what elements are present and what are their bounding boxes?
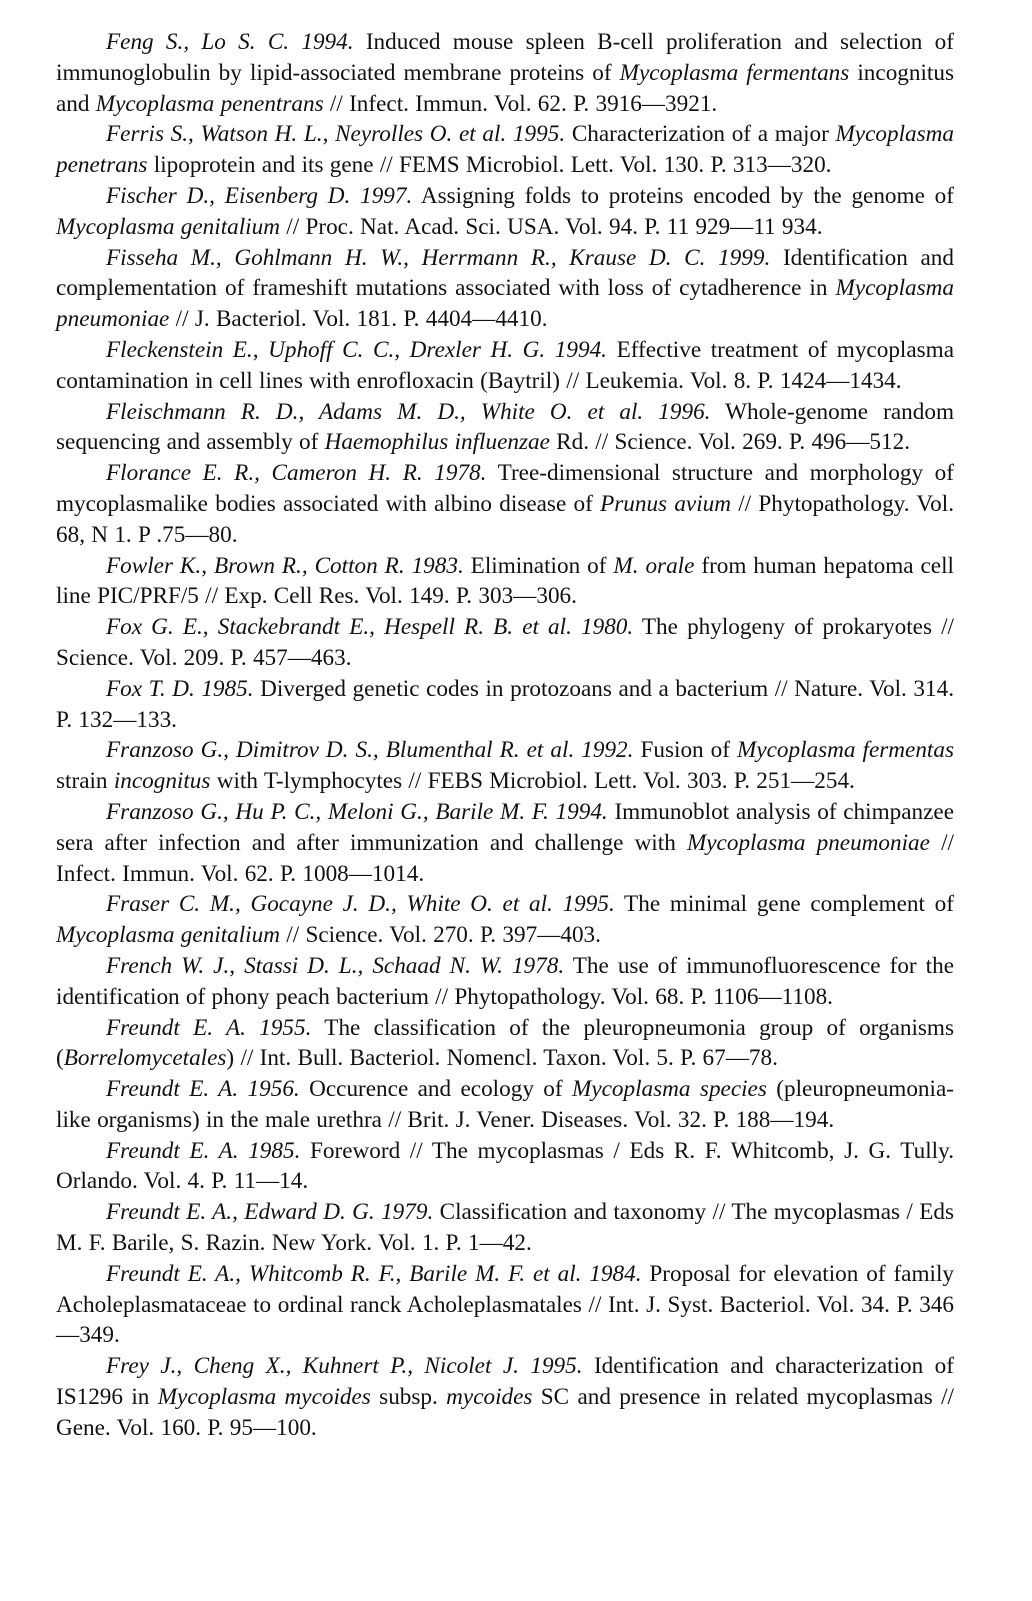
reference-entry — [56, 1013, 954, 1075]
reference-text: Immunoblot analysis of chimpanzee sera after infection and after immunization and challenge with — [56, 798, 954, 856]
reference-italic-text: incognitus — [113, 768, 211, 795]
reference-text: The minimal gene complement of — [614, 891, 954, 918]
reference-entry — [56, 119, 954, 181]
reference-entry — [56, 735, 954, 797]
reference-entry — [56, 951, 954, 1013]
reference-entry — [56, 458, 954, 550]
reference-text: Tree-dimensional structure and morphology of mycoplasmalike bodies associated with albino disease of — [56, 460, 955, 517]
reference-entry — [56, 889, 954, 951]
reference-authors-year: Ferris S., Watson H. L., Neyrolles O. et al. 1995. — [106, 121, 566, 148]
reference-text: // Infect. Immun. Vol. 62. P. 3916—3921. — [323, 90, 718, 117]
reference-authors-year: Fischer D., Eisenberg D. 1997. — [106, 182, 413, 209]
reference-text: Fusion of — [633, 737, 738, 764]
reference-text: Assigning folds to proteins encoded by the genome of — [412, 182, 954, 209]
reference-entry — [56, 181, 954, 243]
reference-authors-year: Fraser C. M., Gocayne J. D., White O. et al. 1995. — [106, 891, 615, 918]
reference-text: incognitus and — [56, 59, 954, 117]
reference-entry — [56, 1074, 954, 1136]
reference-italic-text: Prunus avium — [600, 490, 731, 517]
reference-text: // Science. Vol. 270. P. 397—403. — [279, 922, 601, 949]
reference-text: Proposal for elevation of family Acholeplasmataceae to ordinal ranck Acholeplasmatales // Int. J. Syst. Bacteriol. Vol. 34. P. 346—349. — [56, 1260, 954, 1349]
reference-entry — [56, 1136, 954, 1198]
reference-text: Identification and complementation of frameshift mutations associated with loss of cytadherence in — [56, 244, 954, 302]
reference-italic-text: Borrelomycetales — [63, 1045, 227, 1072]
reference-text: The classification of the pleuropneumonia group of organisms ( — [56, 1014, 954, 1072]
reference-text: Occurence and ecology of — [299, 1076, 573, 1103]
reference-text: Characterization of a major — [565, 121, 836, 148]
reference-italic-text: Mycoplasma genitalium — [56, 213, 280, 240]
reference-authors-year: Fleischmann R. D., Adams M. D., White O. et al. 1996. — [106, 398, 711, 425]
reference-authors-year: Frey J., Cheng X., Kuhnert P., Nicolet J. 1995. — [106, 1353, 583, 1380]
reference-text: The use of immunofluorescence for the identification of phony peach bacterium // Phytopathology. Vol. 68. P. 1106—1108. — [56, 952, 955, 1010]
reference-authors-year: Fowler K., Brown R., Cotton R. 1983. — [106, 552, 464, 579]
reference-text: lipoprotein and its gene // FEMS Microbiol. Lett. Vol. 130. P. 313—320. — [147, 152, 832, 179]
reference-italic-text: Haemophilus influenzae — [324, 429, 550, 456]
reference-list — [56, 27, 954, 1444]
reference-entry — [56, 397, 954, 459]
reference-text: Identification and characterization of IS1296 in — [56, 1353, 954, 1411]
reference-text: // J. Bacteriol. Vol. 181. P. 4404—4410. — [169, 306, 548, 333]
reference-italic-text: Mycoplasma fermentans — [619, 59, 850, 86]
reference-authors-year: Feng S., Lo S. C. 1994. — [106, 29, 354, 55]
reference-text: Induced mouse spleen B-cell proliferation and selection of immunoglobulin by lipid-associated membrane proteins of — [56, 29, 954, 86]
reference-text: Classification and taxonomy // The mycoplasmas / Eds M. F. Barile, S. Razin. New York. Vol. 1. P. 1—42. — [56, 1199, 954, 1257]
reference-authors-year: Freundt E. A., Edward D. G. 1979. — [106, 1199, 434, 1226]
reference-entry — [56, 551, 954, 613]
reference-text: ) // Int. Bull. Bacteriol. Nomencl. Taxon. Vol. 5. P. 67—78. — [226, 1045, 778, 1072]
reference-text: // Infect. Immun. Vol. 62. P. 1008—1014. — [56, 829, 954, 887]
reference-italic-text: Mycoplasma penentrans — [95, 90, 324, 117]
reference-entry — [56, 1259, 954, 1351]
reference-authors-year: French W. J., Stassi D. L., Schaad N. W. 1978. — [106, 952, 565, 979]
reference-text: Rd. // Science. Vol. 269. P. 496—512. — [549, 429, 910, 456]
reference-text: Elimination of — [463, 552, 614, 579]
reference-text: SC and presence in related mycoplasmas // Gene. Vol. 160. P. 95—100. — [56, 1384, 954, 1441]
reference-entry — [56, 335, 954, 397]
reference-text: strain — [56, 768, 114, 795]
reference-italic-text: M. orale — [613, 552, 695, 579]
reference-entry — [56, 797, 954, 889]
reference-text: with T-lymphocytes // FEBS Microbiol. Lett. Vol. 303. P. 251—254. — [210, 768, 855, 795]
reference-authors-year: Fisseha M., Gohlmann H. W., Herrmann R., Krause D. C. 1999. — [106, 244, 771, 271]
reference-text: Effective treatment of mycoplasma contamination in cell lines with enrofloxacin (Baytril) // Leukemia. Vol. 8. P. 1424—1434. — [56, 336, 954, 394]
reference-text: The phylogeny of prokaryotes // Science. Vol. 209. P. 457—463. — [56, 614, 954, 671]
reference-authors-year: Freundt E. A. 1985. — [106, 1137, 301, 1164]
reference-text: // Phytopathology. Vol. 68, N 1. P .75—80. — [56, 490, 954, 548]
reference-italic-text: Mycoplasma species — [572, 1076, 767, 1103]
reference-italic-text: Mycoplasma fermentas — [737, 737, 954, 764]
reference-authors-year: Fox T. D. 1985. — [106, 675, 254, 702]
reference-italic-text: mycoides — [446, 1384, 533, 1411]
reference-text: from human hepatoma cell line PIC/PRF/5 // Exp. Cell Res. Vol. 149. P. 303—306. — [56, 552, 954, 610]
reference-entry — [56, 27, 954, 119]
reference-authors-year: Freundt E. A. 1955. — [106, 1014, 312, 1041]
reference-text: subsp. — [370, 1384, 447, 1411]
reference-entry — [56, 612, 954, 674]
reference-authors-year: Fleckenstein E., Uphoff C. C., Drexler H. G. 1994. — [106, 336, 607, 363]
reference-italic-text: Mycoplasma penetrans — [56, 121, 954, 179]
reference-entry — [56, 1351, 954, 1443]
reference-authors-year: Franzoso G., Dimitrov D. S., Blumenthal R. et al. 1992. — [106, 737, 634, 764]
reference-authors-year: Franzoso G., Hu P. C., Meloni G., Barile M. F. 1994. — [106, 798, 608, 825]
reference-authors-year: Freundt E. A., Whitcomb R. F., Barile M. F. et al. 1984. — [106, 1260, 642, 1287]
reference-authors-year: Fox G. E., Stackebrandt E., Hespell R. B. et al. 1980. — [106, 614, 634, 641]
reference-text: Whole-genome random sequencing and assembly of — [56, 398, 954, 456]
reference-entry — [56, 674, 954, 736]
reference-authors-year: Florance E. R., Cameron H. R. 1978. — [106, 460, 487, 487]
reference-italic-text: Mycoplasma pneumoniae — [56, 275, 954, 333]
reference-italic-text: Mycoplasma mycoides — [157, 1384, 371, 1411]
reference-italic-text: Mycoplasma pneumoniae — [686, 829, 930, 856]
reference-text: Diverged genetic codes in protozoans and a bacterium // Nature. Vol. 314. P. 132—133. — [56, 675, 954, 733]
reference-text: Foreword // The mycoplasmas / Eds R. F. Whitcomb, J. G. Tully. Orlando. Vol. 4. P. 11—14. — [56, 1137, 954, 1195]
reference-entry — [56, 1197, 954, 1259]
reference-italic-text: Mycoplasma genitalium — [56, 922, 280, 949]
reference-entry — [56, 243, 954, 335]
reference-authors-year: Freundt E. A. 1956. — [106, 1076, 300, 1103]
reference-text: (pleuropneumonia-like organisms) in the male urethra // Brit. J. Vener. Diseases. Vol. 32. P. 188—194. — [56, 1076, 954, 1133]
reference-text: // Proc. Nat. Acad. Sci. USA. Vol. 94. P. 11 929—11 934. — [279, 213, 823, 240]
